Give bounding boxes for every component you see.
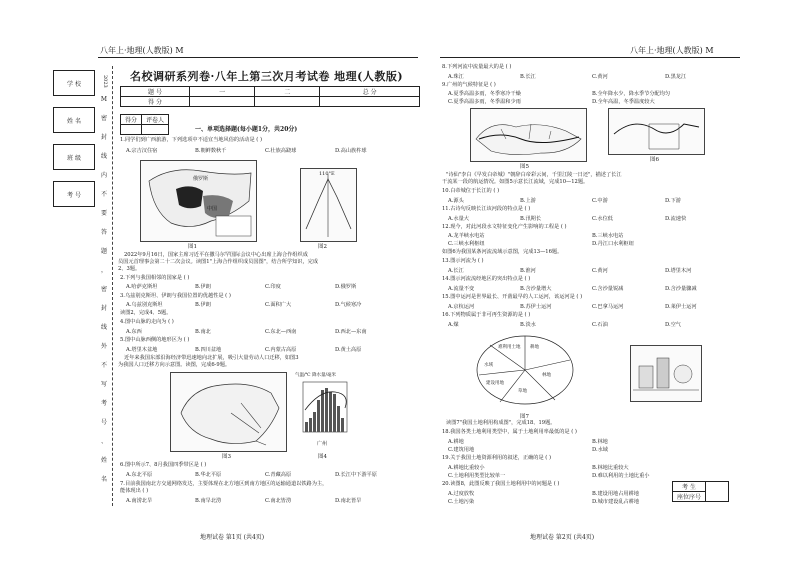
question-19: 19.关于我国土地资源利用的叙述，正确的是 ( ) <box>442 455 551 461</box>
grader-person-label: 评卷人 <box>142 115 169 125</box>
seal-line-char: 题 <box>100 248 107 255</box>
q3-option-d: D.气候寒冷 <box>335 302 362 308</box>
seal-line-char: 号 <box>100 419 107 426</box>
q11-option-c: C.水位低 <box>592 216 613 222</box>
instruction-18-19: 读图7"我国土地利用构成图"，完成18、19题。 <box>446 420 556 426</box>
q6-option-c: C.青藏高原 <box>265 472 292 478</box>
q7-option-b: B.南旱北涝 <box>195 498 222 504</box>
pie-label-water: 水域 <box>484 363 493 368</box>
instruction-4-5: 读图2，完成4、5题。 <box>120 310 172 316</box>
section-heading: 一、单项选择题(每小题1分，共20分) <box>195 126 298 133</box>
seal-line-char: ， <box>100 267 107 274</box>
question-1: 1.同学们到广西旅游，下列选项中不适宜当地风俗的活动是 ( ) <box>120 137 262 143</box>
seal-line-char: 写 <box>100 381 107 388</box>
sco-map-svg <box>141 161 256 241</box>
q15-option-c: C.巴拿马运河 <box>592 304 624 310</box>
seal-line-char: 内 <box>100 172 107 179</box>
q4-option-a: A.东西 <box>126 329 142 335</box>
q19-option-b: B.林地比重较大 <box>592 465 629 471</box>
score-table <box>120 86 420 107</box>
figure-5-yangtze <box>470 108 587 162</box>
passage-migration-2: 为我国人口迁移方向示意图。读图，完成6-9题。 <box>118 362 231 368</box>
score-header-item: 一 <box>190 87 255 97</box>
q14-option-d: D.含沙量骤减 <box>665 286 697 292</box>
figure-6-river <box>608 108 705 155</box>
seal-line-char: 姓 <box>100 457 107 464</box>
grader-person-cell[interactable] <box>142 125 169 135</box>
passage-sco-3: 2、3题。 <box>118 266 141 272</box>
q3-option-c: C.面积广大 <box>265 302 292 308</box>
seal-line-char: M <box>100 96 108 103</box>
question-15: 15.图中运河是世界最长、开凿最早的人工运河，该运河是 ( ) <box>442 294 583 300</box>
header-rule-left <box>98 57 418 58</box>
q8-option-c: C.黄河 <box>592 74 608 80</box>
q16-option-b: B.淡水 <box>520 322 536 328</box>
question-7-cont: 能体现出 ( ) <box>120 488 149 494</box>
seal-line-char: 答 <box>100 229 107 236</box>
question-6: 6.图中所示7、8月我国四季带区是 ( ) <box>120 462 207 468</box>
q2-option-c: C.印度 <box>265 284 281 290</box>
figure-2-profile <box>300 168 357 242</box>
q7-option-a: A.南涝北旱 <box>126 498 153 504</box>
question-14: 14.图示河流流经地区的突出特点是 ( ) <box>442 276 531 282</box>
q4-option-d: D.西北—东南 <box>335 329 367 335</box>
question-16: 16.下列物质属于非可再生资源的是 ( ) <box>442 312 531 318</box>
q2-option-b: B.伊朗 <box>195 284 211 290</box>
figure-3-map <box>170 372 287 452</box>
q20-option-d: D.城市建设乱占耕地 <box>592 499 640 505</box>
pie-label-grassland: 草地 <box>518 389 527 394</box>
q13-option-b: B.淮河 <box>520 268 536 274</box>
q14-option-c: C.含沙量锐减 <box>592 286 624 292</box>
q7-option-d: D.南北皆旱 <box>335 498 362 504</box>
q1-option-d: D.高山族杵球 <box>335 148 367 154</box>
seat-label-number: 座位序号 <box>673 492 706 502</box>
footer-right: 地理试卷 第2页 (共4页) <box>530 534 595 541</box>
instruction-13-16: 如图6为我国某条河流流域示意图，完成13—16题。 <box>442 249 563 255</box>
q8-option-a: A.珠江 <box>448 74 464 80</box>
fig4-city: 广州 <box>317 441 328 447</box>
score-header-item: 题 号 <box>121 87 190 97</box>
passage-libai-2: 干流某一段的航运情况。如图5示意长江流域，完成10—12题。 <box>442 179 589 185</box>
q5-option-a: A.塔里木盆地 <box>126 347 158 353</box>
q14-option-b: B.含沙量增大 <box>520 286 552 292</box>
question-13: 13.图示河流为 ( ) <box>442 258 484 264</box>
passage-sco: 2022年9月16日，国家主席习近平在撒马尔罕国际会议中心出席上海合作组织成 <box>124 252 308 258</box>
q2-option-a: A.哈萨克斯坦 <box>126 284 158 290</box>
figure-4-climate <box>295 372 355 450</box>
seal-line-char: 要 <box>100 210 107 217</box>
q10-option-a: A.源头 <box>448 198 464 204</box>
q19-option-c: C.土地利用类型比较单一 <box>448 473 506 479</box>
pie-label-forest: 林地 <box>542 373 551 378</box>
page-header-left: 八年上·地理(人教版) M <box>100 46 184 55</box>
score-cell[interactable] <box>255 97 320 107</box>
score-header-item: 二 <box>255 87 320 97</box>
landuse-pie-svg <box>470 330 580 410</box>
score-cell[interactable] <box>190 97 255 107</box>
figure-1-map <box>140 160 257 242</box>
pie-label-barren: 难利用土地 <box>498 345 521 350</box>
score-cell[interactable] <box>320 97 420 107</box>
q7-option-c: C.南北皆涝 <box>265 498 292 504</box>
seal-line-char: 考 <box>100 400 107 407</box>
school-field: 学 校 <box>53 70 95 96</box>
q5-option-d: D.黄土高原 <box>335 347 362 353</box>
q19-option-a: A.耕地比重较小 <box>448 465 485 471</box>
figure-8-illustration <box>630 345 702 402</box>
q9-option-c: C.夏季高温多雨，冬季温和少雨 <box>448 99 521 105</box>
q6-option-a: A.东北平原 <box>126 472 153 478</box>
q12-option-d: D.丹江口水利枢纽 <box>592 241 634 247</box>
climate-chart-svg <box>295 380 355 440</box>
q12-option-b: B.三峡水电站 <box>592 233 624 239</box>
seal-line-char: 密 <box>100 286 107 293</box>
seal-line-char: 封 <box>100 134 107 141</box>
fig2-longitude: 110°E <box>319 171 335 177</box>
question-3: 3.乌兹别克斯坦、伊朗与我国位置的优越性是 ( ) <box>120 293 231 299</box>
side-year: 2023 <box>102 75 108 88</box>
passage-libai: "诗仙"李白《早发白帝城》"朝辞白帝彩云间，千里江陵一日还"，描述了长江 <box>446 172 622 178</box>
q3-option-a: A.乌兹别克斯坦 <box>126 302 163 308</box>
q19-option-d: D.难以利用的土地比重小 <box>592 473 650 479</box>
question-10: 10.白帝城位于长江的 ( ) <box>442 188 500 194</box>
q5-option-b: B.四川盆地 <box>195 347 222 353</box>
q11-option-b: B.汛期长 <box>520 216 542 222</box>
landuse-problem-svg <box>631 346 701 401</box>
question-20: 20.读图8，此图反映了我国土地利用中的问题是 ( ) <box>442 481 560 487</box>
name-field: 姓 名 <box>53 107 95 133</box>
q4-option-c: C.东北—西南 <box>265 329 297 335</box>
q10-option-d: D.下游 <box>665 198 681 204</box>
seal-line-char: 不 <box>100 191 107 198</box>
fig4-axis-units: 气温/℃ 降水量/毫米 <box>295 373 336 378</box>
q1-option-a: A.宗吉汉住宿 <box>126 148 158 154</box>
question-7: 7.目前我国南北方交通网络发达，主要体现在北方地区到南方地区的运输通道以铁路为主， <box>120 481 328 487</box>
header-rule-right <box>440 57 740 58</box>
seat-label-examinee: 考 生 <box>673 482 706 492</box>
q12-option-c: C.三峡水利枢纽 <box>448 241 485 247</box>
q9-option-d: D.全年高温，冬季温度较大 <box>592 99 655 105</box>
score-row-label: 得 分 <box>121 97 190 107</box>
seal-line-char: 线 <box>100 153 107 160</box>
seat-number-cell[interactable] <box>706 482 729 502</box>
grader-table <box>120 114 169 135</box>
question-8: 8.下列河流中流量最大的是 ( ) <box>442 64 512 70</box>
q1-option-c: C.壮族高跷球 <box>265 148 297 154</box>
q11-option-a: A.水量大 <box>448 216 469 222</box>
q1-option-b: B.朝鲜数秋千 <box>195 148 227 154</box>
figure-2-caption: 图2 <box>318 244 327 250</box>
exam-title: 名校调研系列卷·八年上第三次月考试卷 地理(人教版) <box>130 70 404 83</box>
q6-option-d: D.长江中下游平原 <box>335 472 377 478</box>
seal-line-char: 、 <box>100 438 107 445</box>
figure-6-caption: 图6 <box>650 157 659 163</box>
q20-option-a: A.过度放牧 <box>448 491 475 497</box>
question-4: 4.图中山脉的走向为 ( ) <box>120 319 174 325</box>
pie-label-construction: 建设用地 <box>486 381 504 386</box>
q13-option-a: A.长江 <box>448 268 464 274</box>
q15-option-d: D.莱伊士运河 <box>665 304 697 310</box>
grader-score-label: 得分 <box>121 115 142 125</box>
seal-line-char: 密 <box>100 115 107 122</box>
footer-left: 地理试卷 第1页 (共4页) <box>200 534 265 541</box>
q11-option-d: D.流速快 <box>665 216 687 222</box>
q13-option-c: C.黄河 <box>592 268 608 274</box>
seal-line <box>112 66 113 506</box>
figure-3-caption: 图3 <box>222 454 231 460</box>
figure-5-caption: 图5 <box>520 164 529 170</box>
q15-option-b: B.苏伊士运河 <box>520 304 552 310</box>
q2-option-d: D.俄罗斯 <box>335 284 357 290</box>
q18-option-d: D.水域 <box>592 447 608 453</box>
question-18: 18.我国各类土地利用类型中，属于土地利用率最低的是 ( ) <box>442 429 577 435</box>
q16-option-d: D.空气 <box>665 322 681 328</box>
q18-option-c: C.建筑用地 <box>448 447 475 453</box>
q4-option-b: B.南北 <box>195 329 211 335</box>
mountain-profile-svg <box>301 169 356 241</box>
q14-option-a: A.流量不变 <box>448 286 475 292</box>
q18-option-b: B.林地 <box>592 439 608 445</box>
pie-label-farmland: 耕地 <box>530 345 539 350</box>
seal-line-char: 不 <box>100 362 107 369</box>
figure-1-caption: 图1 <box>188 244 197 250</box>
q5-option-c: C.内蒙古高原 <box>265 347 297 353</box>
q16-option-a: A.煤 <box>448 322 459 328</box>
question-9: 9.广州的气候特征是 ( ) <box>442 82 496 88</box>
q20-option-b: B.建设用地占用耕地 <box>592 491 639 497</box>
river-basin-svg <box>609 109 704 154</box>
q6-option-b: B.华北平原 <box>195 472 222 478</box>
q10-option-b: B.上游 <box>520 198 536 204</box>
q10-option-c: C.中游 <box>592 198 608 204</box>
passage-migration: 近年来我国东部沿海经济带迅速地向北扩展，吸引大量劳动人口迁移，如图3 <box>124 355 299 361</box>
q16-option-c: C.石油 <box>592 322 608 328</box>
yangtze-basin-svg <box>471 109 586 161</box>
q3-option-b: B.伊朗 <box>195 302 211 308</box>
seal-line-char: 外 <box>100 343 107 350</box>
question-2: 2.下列与我国相邻的国家是 ( ) <box>120 275 190 281</box>
q15-option-a: A.京杭运河 <box>448 304 475 310</box>
fig1-label-russia: 俄罗斯 <box>193 176 209 182</box>
question-11: 11.古诗句反映长江该河段的特点是 ( ) <box>442 206 531 212</box>
passage-sco-2: 员国元首理事会第二十二次会议。读图1"上海合作组织成员国图"，结合所学知识，完成 <box>118 259 319 265</box>
page-header-right: 八年上·地理(人教版) M <box>630 46 714 55</box>
china-map-svg <box>171 373 286 451</box>
q18-option-a: A.耕地 <box>448 439 464 445</box>
seat-number-box <box>672 481 729 502</box>
exam-number-field: 考 号 <box>53 181 95 207</box>
figure-7-caption: 图7 <box>520 414 529 420</box>
q20-option-c: C.土地污染 <box>448 499 475 505</box>
seal-line-char: 名 <box>100 476 107 483</box>
q9-option-b: B.全年降水少，降水季节分配均匀 <box>592 91 671 97</box>
q8-option-b: B.长江 <box>520 74 536 80</box>
question-12: 12.现今，对此河段水文特征变化产生影响的工程是 ( ) <box>442 224 567 230</box>
seal-line-char: 封 <box>100 305 107 312</box>
figure-4-caption: 图4 <box>318 454 327 460</box>
q8-option-d: D.黑龙江 <box>665 74 687 80</box>
fig1-label-china: 中国 <box>207 206 218 212</box>
q12-option-a: A.龙羊峡水电站 <box>448 233 485 239</box>
q9-option-a: A.夏季高温多雨，冬季寒冷干燥 <box>448 91 521 97</box>
question-5: 5.图中山脉西侧的地形区为 ( ) <box>120 337 190 343</box>
grader-score-cell[interactable] <box>121 125 142 135</box>
q13-option-d: D.塔里木河 <box>665 268 692 274</box>
figure-7-landuse-pie <box>470 330 580 410</box>
class-field: 班 级 <box>53 144 95 170</box>
score-header-item: 总 分 <box>320 87 420 97</box>
seal-line-char: 线 <box>100 324 107 331</box>
